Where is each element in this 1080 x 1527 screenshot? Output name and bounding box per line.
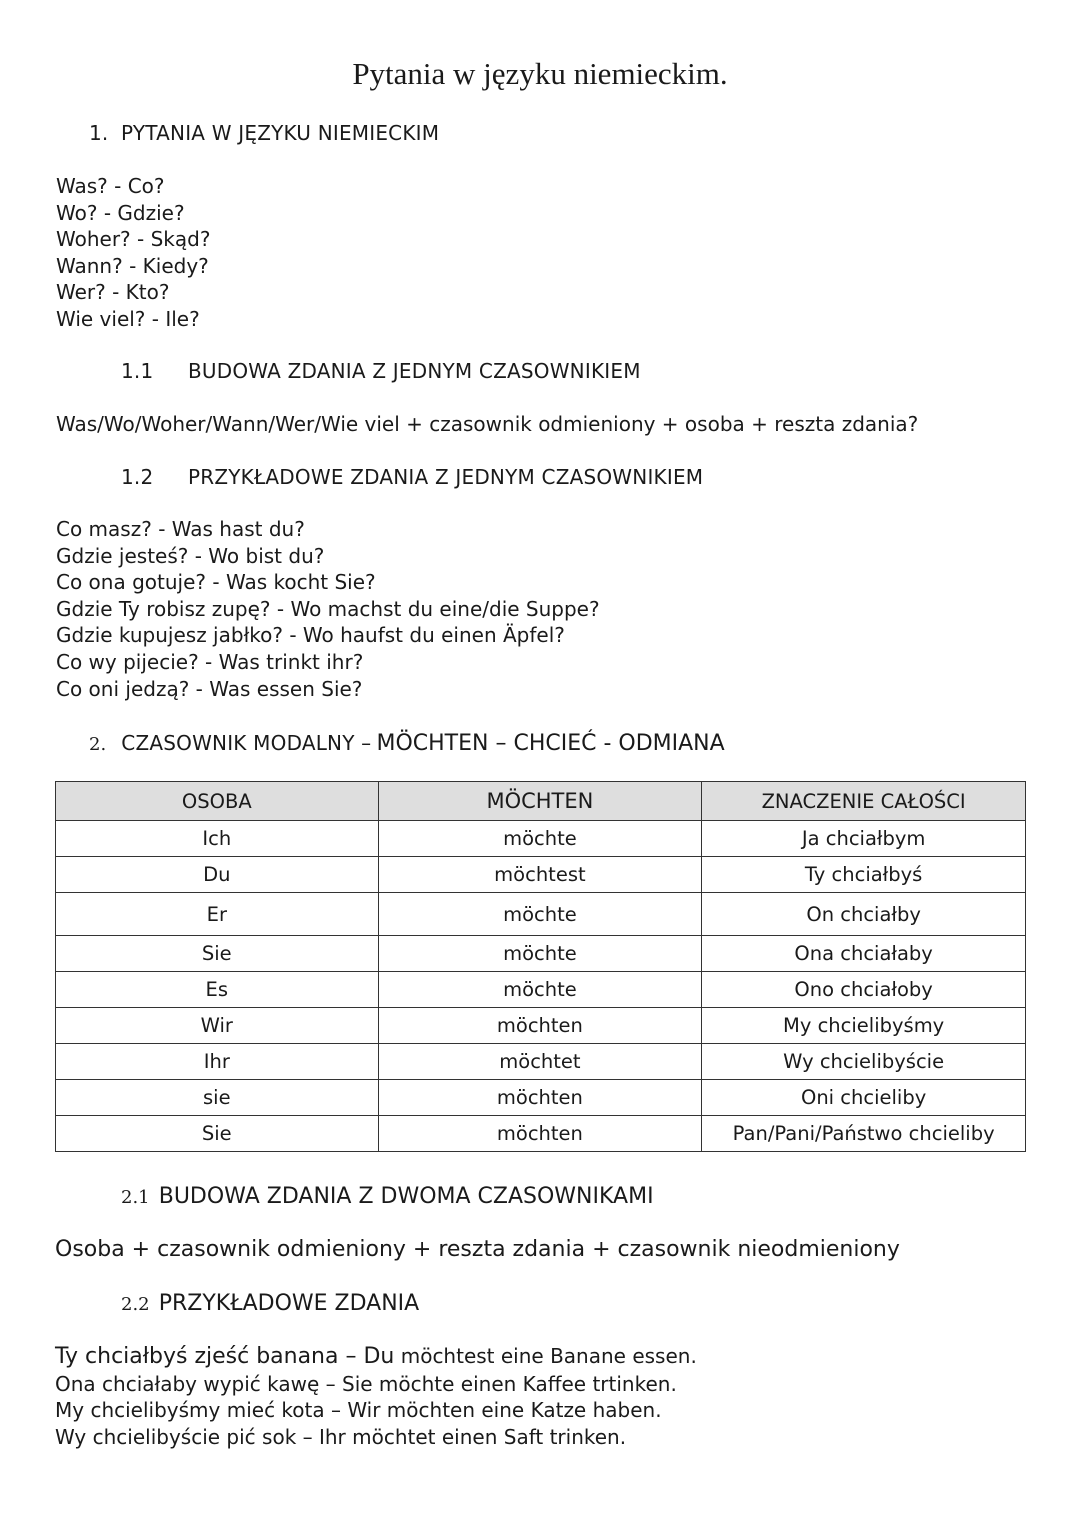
section-number: 1.2 [121,465,154,489]
section-title: BUDOWA ZDANIA Z DWOMA CZASOWNIKAMI [158,1184,654,1209]
table-cell: On chciałby [702,893,1026,936]
example-german: möchtest eine Banane essen. [400,1344,697,1368]
list-item: Woher? - Skąd? [56,227,211,252]
table-cell: Oni chcieliby [702,1080,1026,1116]
section-2-1-heading [121,1184,654,1209]
list-item: Wie viel? - Ile? [56,306,200,331]
table-row [56,1008,1026,1044]
list-item: Co masz? - Was hast du? [56,517,305,541]
section-number: 1.1 [121,359,154,383]
table-cell: möchte [378,972,702,1008]
list-item [55,1343,697,1371]
table-cell: Ich [56,821,379,857]
section-title-b: MÖCHTEN – CHCIEĆ - ODMIANA [376,731,725,756]
section-number: 2.1 [121,1187,150,1208]
table-cell: Du [56,857,379,893]
table-cell: Ja chciałbym [702,821,1026,857]
table-cell: möchten [378,1008,702,1044]
list-item: Ona chciałaby wypić kawę – Sie möchte einen Kaffee trtinken. [55,1371,677,1396]
table-cell: möchte [378,893,702,936]
list-item: Wer? - Kto? [56,280,170,305]
column-header: OSOBA [56,782,379,821]
sentence-rule: Osoba + czasownik odmieniony + reszta zdania + czasownik nieodmieniony [55,1237,900,1262]
section-1-heading [89,121,439,145]
table-cell: Es [56,972,379,1008]
table-cell: sie [56,1080,379,1116]
section-number: 1. [89,121,109,145]
sentence-rule: Was/Wo/Woher/Wann/Wer/Wie viel + czasownik odmieniony + osoba + reszta zdania? [56,412,919,436]
table-cell: Wy chcielibyście [702,1044,1026,1080]
section-title: PRZYKŁADOWE ZDANIA [158,1291,420,1316]
section-title-a: CZASOWNIK MODALNY – [121,731,372,755]
conjugation-table [55,781,1026,1152]
section-1-2-heading [121,465,703,489]
example-sentences-list [55,1343,697,1450]
table-header-row [56,782,1026,821]
table-cell: Sie [56,936,379,972]
table-cell: möchte [378,936,702,972]
page-title: Pytania w języku niemieckim. [352,56,728,91]
list-item: Was? - Co? [56,174,165,198]
table-cell: Ty chciałbyś [702,857,1026,893]
section-2-heading [89,731,725,756]
list-item: Gdzie Ty robisz zupę? - Wo machst du eine/die Suppe? [56,596,600,621]
table-cell: möchtest [378,857,702,893]
section-2-2-heading [121,1291,419,1316]
table-row [56,1080,1026,1116]
table-cell: möchte [378,821,702,857]
column-header: ZNACZENIE CAŁOŚCI [702,782,1026,821]
example-polish: Ty chciałbyś zjeść banana – Du [55,1344,395,1369]
section-title: PRZYKŁADOWE ZDANIA Z JEDNYM CZASOWNIKIEM [187,465,704,489]
section-title: BUDOWA ZDANIA Z JEDNYM CZASOWNIKIEM [187,359,641,383]
section-1-1-heading [121,359,641,383]
table-cell: Ono chciałoby [702,972,1026,1008]
table-cell: Ihr [56,1044,379,1080]
question-words-list [56,173,210,333]
table-row [56,1044,1026,1080]
table-cell: Pan/Pani/Państwo chcieliby [702,1116,1026,1152]
table-cell: Sie [56,1116,379,1152]
table-row [56,1116,1026,1152]
section-number: 2. [89,734,107,755]
list-item: Co wy pijecie? - Was trinkt ihr? [56,649,364,674]
table-row [56,821,1026,857]
list-item: Gdzie kupujesz jabłko? - Wo haufst du einen Äpfel? [56,623,565,648]
list-item: Co oni jedzą? - Was essen Sie? [56,676,363,701]
list-item: Co ona gotuje? - Was kocht Sie? [56,570,376,595]
example-sentences-list [56,516,600,702]
table-cell: My chcielibyśmy [702,1008,1026,1044]
table-row [56,893,1026,936]
section-title: PYTANIA W JĘZYKU NIEMIECKIM [121,121,440,145]
table-cell: möchten [378,1080,702,1116]
list-item: My chcielibyśmy mieć kota – Wir möchten eine Katze haben. [55,1398,662,1423]
list-item: Gdzie jesteś? - Wo bist du? [56,543,325,568]
column-header: MÖCHTEN [378,782,702,821]
table-row [56,936,1026,972]
table-cell: Wir [56,1008,379,1044]
table-cell: möchtet [378,1044,702,1080]
list-item: Wo? - Gdzie? [56,200,185,225]
table-cell: Er [56,893,379,936]
table-row [56,857,1026,893]
table-row [56,972,1026,1008]
section-number: 2.2 [121,1294,150,1315]
table-cell: Ona chciałaby [702,936,1026,972]
list-item: Wann? - Kiedy? [56,253,209,278]
table-cell: möchten [378,1116,702,1152]
list-item: Wy chcielibyście pić sok – Ihr möchtet einen Saft trinken. [55,1424,627,1449]
